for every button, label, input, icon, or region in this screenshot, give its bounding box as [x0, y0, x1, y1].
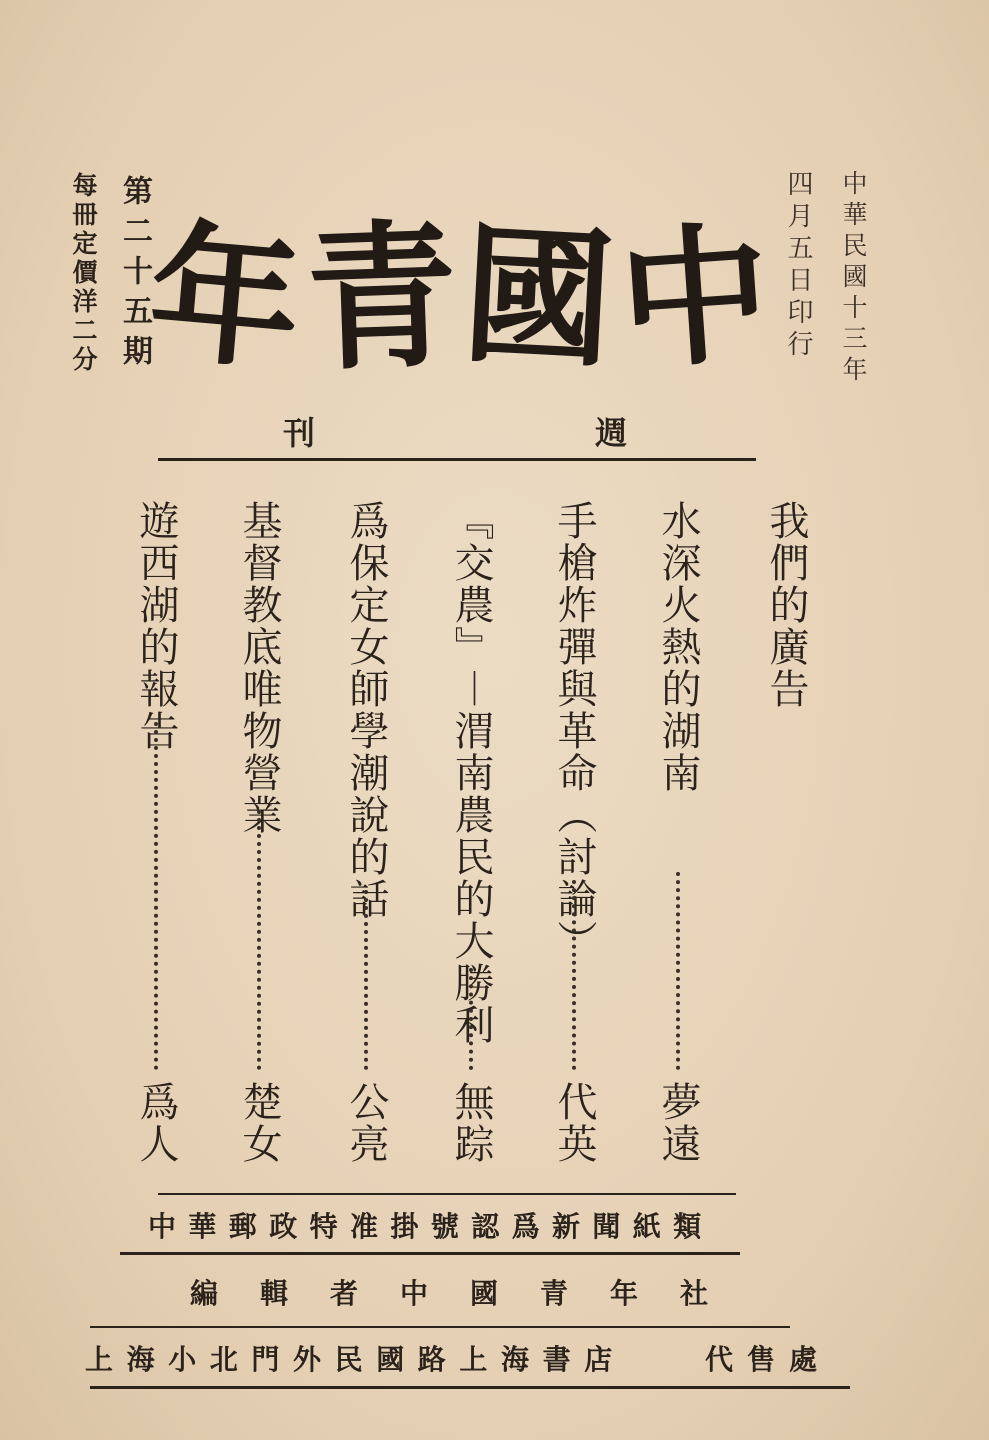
masthead-char: 中: [614, 204, 776, 392]
toc-entry: [652, 500, 704, 1165]
toc-title: 遊西湖的報告: [133, 500, 179, 752]
publication-date-line-1: 中華民國十三年: [839, 170, 868, 387]
toc-title: 水深火熱的湖南: [655, 500, 701, 794]
masthead-char: 國: [458, 206, 618, 390]
footer-divider: [158, 1193, 736, 1195]
toc-title: 基督教底唯物營業: [236, 500, 282, 836]
toc-author: 代英: [551, 1081, 597, 1165]
toc-leader-dots: [257, 810, 261, 1070]
publication-date-line-2: 四月五日印行: [783, 170, 813, 362]
toc-entry: [233, 500, 285, 1165]
toc-leader-dots: [572, 880, 576, 1070]
masthead-char: 年: [142, 203, 308, 393]
toc-entry: [340, 500, 392, 1165]
toc-author: 楚女: [236, 1081, 282, 1165]
toc-title: 爲保定女師學潮說的話: [343, 500, 389, 920]
footer-divider: [90, 1326, 790, 1328]
masthead-char: 青: [303, 203, 460, 393]
sales-agent-label: 代售處: [705, 1343, 832, 1376]
issue-number: 第二十五期: [117, 175, 152, 375]
toc-author: 公亮: [343, 1081, 389, 1165]
masthead-title: [142, 188, 776, 408]
subtitle-journal: 刊: [283, 414, 316, 452]
toc-leader-dots: [154, 722, 158, 1070]
toc-author: 無踪: [448, 1081, 494, 1165]
toc-entry: [548, 500, 600, 1165]
subtitle-weekly: 週: [595, 414, 628, 452]
postal-registration: 中華郵政特准掛號認爲新聞紙類: [148, 1210, 714, 1243]
footer-divider: [90, 1386, 850, 1389]
sales-agent-address: 上海小北門外民國路上海書店: [85, 1343, 626, 1376]
toc-leader-dots: [364, 890, 368, 1070]
toc-title: 手槍炸彈與革命︵討論︶: [551, 500, 597, 962]
toc-entry: [445, 500, 497, 1165]
editor-line: 編輯者中國青年社: [190, 1277, 751, 1310]
toc-entry: [130, 500, 182, 1165]
toc-title: ﹃交農﹄︱渭南農民的大勝利: [448, 500, 494, 1046]
toc-leader-dots: [469, 968, 473, 1070]
toc-leader-dots: [676, 872, 680, 1070]
price: 每冊定價洋二分: [69, 172, 98, 375]
header-divider: [158, 458, 756, 461]
toc-author: 夢遠: [655, 1081, 701, 1165]
toc-author: 爲人: [133, 1081, 179, 1165]
toc-title: 我們的廣告: [763, 500, 809, 710]
toc-entry: [760, 500, 812, 1165]
footer-divider: [120, 1252, 740, 1255]
